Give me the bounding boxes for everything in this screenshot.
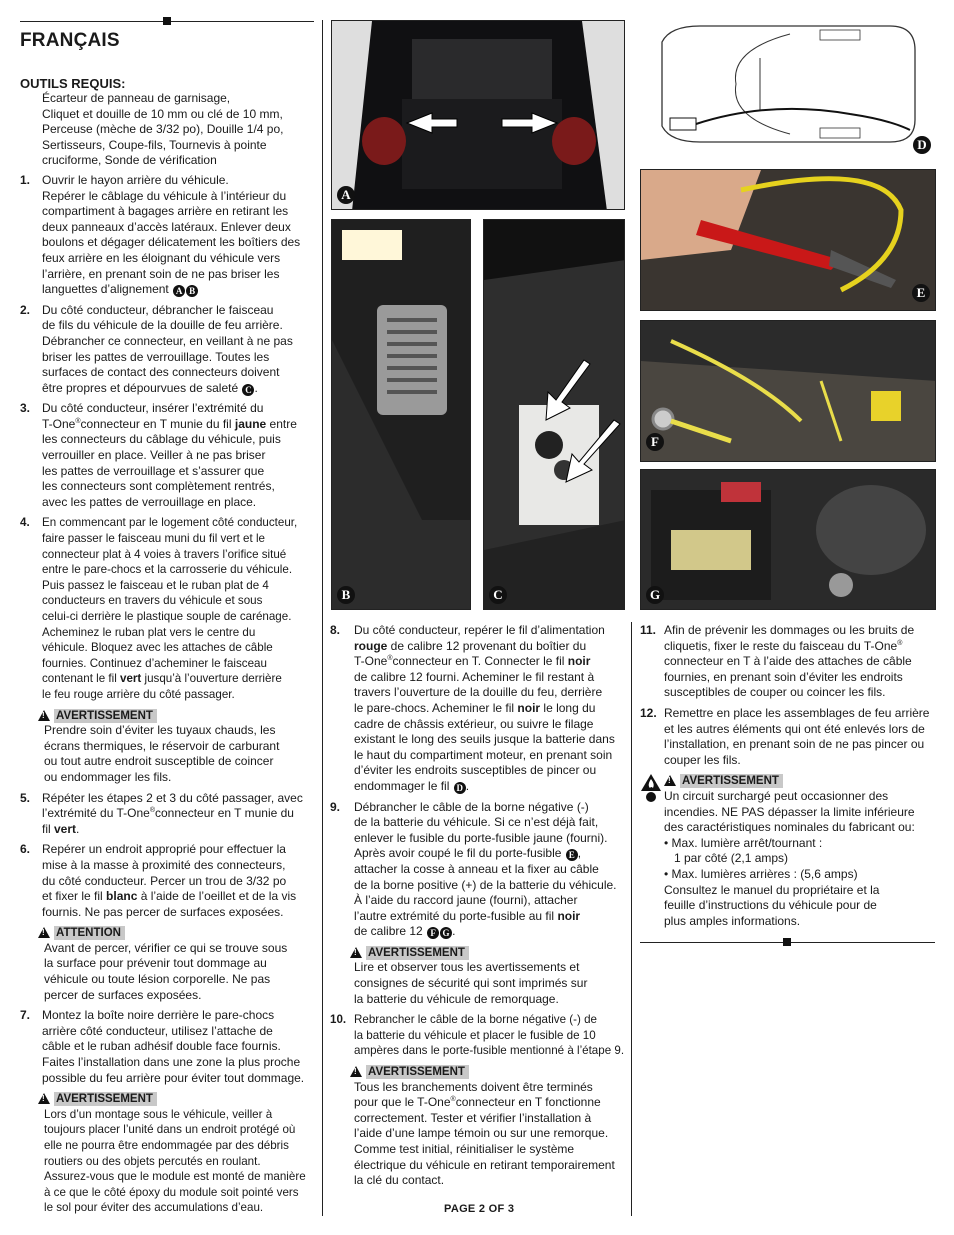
step-12: 12. Remettre en place les assemblages de feu arrière et les autres éléments qui ont été enlevés lors de l’installation, en prenant soin de ne pas pincer ou couper les fils. bbox=[640, 705, 930, 767]
step-9: 9. Débrancher le câble de la borne négative (-) de la batterie du véhicule. Si ce n’est déjà fait, enlever le fusible du porte-fusible jaune (fourni). Après avoir coupé le fil du porte-fusible E , attacher la cosse à anneau et la fixer au câble de la borne positive (+) de la batterie du véhicule. À l’aide du raccord jaune (fourni), attacher l’autre extrémité du porte-fusible au fil noir de calibre 12 F G . bbox=[330, 799, 617, 939]
caution-step-6: !ATTENTION Avant de percer, vérifier ce qui se trouve sous la surface pour prévenir tout dommage au véhicule ou toute lésion corporelle. Ne pas percer de surfaces exposées. bbox=[38, 925, 318, 1003]
warning-label: AVERTISSEMENT bbox=[54, 709, 157, 723]
top-rule-left bbox=[20, 21, 314, 22]
step-1: 1. Ouvrir le hayon arrière du véhicule. Repérer le câblage du véhicule à l’intérieur du compartiment à bagages arrière en retirant les deux panneaux d’accès latéraux. Enlever deux boulons et dégager délicatement les boîtiers des feux arrière en les éloignant du véhicule vers l’arrière, en prenant soin de ne pas briser les languettes d’alignement A B bbox=[20, 172, 301, 297]
tools-list bbox=[42, 91, 318, 169]
step-4: 4. En commencant par le logement côté conducteur, faire passer le faisceau muni du fil vert et le connecteur plat à 4 voies à travers l’orifice situé entre le pare-chocs et la carrosserie du véhicule. Puis passez le faisceau et le ruban plat de 4 conducteurs en travers du véhicule et sous celui-ci derrière le plastique souple de carénage. Acheminez le ruban plat vers le centre du véhicule. Bloquez avec les attaches de câble fournies. Continuez d’acheminer le faisceau contenant le fil vert jusqu’à l’ouverture derrière le feu rouge arrière du côté passager. bbox=[20, 516, 298, 701]
step-6: 6. Repérer un endroit approprié pour effectuer la mise à la masse à proximité des connecteurs, du côté conducteur. Percer un trou de 3/32 po et fixer le fil blanc à l’aide de l’oeillet et de la vis fournis. Ne pas percer de surfaces exposées. bbox=[20, 842, 297, 919]
tool-line: Écarteur de panneau de garnisage, bbox=[42, 91, 231, 105]
step-10: 10. Rebrancher le câble de la borne négative (-) de la batterie du véhicule et placer le fusible de 10 ampères dans le porte-fusible mentionné à l’étape 9. bbox=[330, 1013, 625, 1058]
figure-ref-f: F bbox=[427, 927, 439, 939]
warning-label: AVERTISSEMENT bbox=[366, 1065, 469, 1079]
page-number: PAGE 2 OF 3 bbox=[444, 1203, 515, 1215]
wire-cutting-illustration bbox=[641, 170, 936, 311]
column-divider-2 bbox=[631, 622, 632, 1216]
middle-column bbox=[330, 623, 626, 1189]
photo-c-tail-light-socket bbox=[483, 219, 625, 610]
fire-hazard-icon bbox=[640, 773, 662, 803]
figure-label-e: E bbox=[912, 284, 930, 302]
ring-terminal-illustration bbox=[641, 321, 936, 462]
warning-label: AVERTISSEMENT bbox=[366, 946, 469, 960]
step-11: 11. Afin de prévenir les dommages ou les bruits de cliquetis, fixer le reste du faisceau du T-One® connecteur en T à l’aide des attaches de câble fournies, en prenant soin d’éviter les endroits susceptibles de couper ou coincer les fils. bbox=[640, 623, 915, 700]
warning-icon bbox=[664, 775, 676, 786]
figure-ref-g: G bbox=[440, 927, 452, 939]
figure-d-vehicle-route bbox=[640, 20, 936, 160]
left-column bbox=[20, 30, 318, 1216]
photo-g-battery bbox=[640, 469, 936, 610]
warning-icon bbox=[38, 710, 50, 721]
language-heading: FRANÇAIS bbox=[20, 30, 120, 51]
photo-e-wire-cutting bbox=[640, 169, 936, 311]
photo-a-rear-hatch bbox=[331, 20, 625, 210]
column-divider-1 bbox=[322, 20, 323, 1216]
warning-step-4: !AVERTISSEMENT Prendre soin d’éviter les tuyaux chauds, les écrans thermiques, le réservoir de carburant ou tout autre endroit susceptible de coincer ou endommager les fils. bbox=[38, 708, 318, 786]
photo-b-side-panel bbox=[331, 219, 471, 610]
figure-label-f: F bbox=[646, 433, 664, 451]
tail-light-socket-illustration bbox=[484, 220, 625, 610]
warning-step-7: !AVERTISSEMENT Lors d’un montage sous le véhicule, veiller à toujours placer l’unité dans un endroit protégé où elle ne pourra être endommagée par des débris routiers ou des objets percutés en roulant. Assurez-vous que le module est monté de manière à ce que le côté époxy du module soit pointé vers le sol pour éviter des accumulations d’eau. bbox=[38, 1091, 318, 1216]
step-5: 5. Répéter les étapes 2 et 3 du côté passager, avec l’extrémité du T-One®connecteur en T munie du fil vert. bbox=[20, 790, 303, 836]
figure-label-a: A bbox=[337, 186, 355, 204]
tools-heading: OUTILS REQUIS: bbox=[20, 76, 126, 91]
vehicle-outline-diagram bbox=[640, 20, 936, 160]
figure-ref-a: A bbox=[173, 285, 185, 297]
figure-label-g: G bbox=[646, 586, 664, 604]
warning-label: AVERTISSEMENT bbox=[680, 774, 783, 788]
figure-ref-e: E bbox=[566, 849, 578, 861]
step-2: 2. Du côté conducteur, débrancher le faisceau de fils du véhicule de la douille de feu arrière. Débrancher ce connecteur, en veillant à ne pas briser les pattes de verrouillage. Toutes les surfaces de contact des connecteurs doivent être propres et dépourvues de saleté C . bbox=[20, 302, 293, 395]
figure-label-d: D bbox=[913, 136, 931, 154]
tool-line: Cliquet et douille de 10 mm ou clé de 10 mm, bbox=[42, 106, 283, 121]
warning-icon bbox=[350, 1066, 362, 1077]
tool-line: cruciforme, Sonde de vérification bbox=[42, 153, 217, 168]
warning-step-10: !AVERTISSEMENT Tous les branchements doivent être terminés pour que le T-One®connecteur en T fonctionne correctement. Tester et vérifier l’installation à l’aide d’une lampe témoin ou sur une remorque. Comme test initial, réinitialiser le système électrique du véhicule en retirant temporairement la clé du contact. bbox=[350, 1064, 626, 1189]
warning-step-9: !AVERTISSEMENT Lire et observer tous les avertissements et consignes de sécurité qui sont imprimés sur la batterie du véhicule de remorquage. bbox=[350, 945, 626, 1007]
step-8: 8. Du côté conducteur, repérer le fil d’alimentation rouge de calibre 12 provenant du boîtier du T-One®connecteur en T. Connecter le fil noir de calibre 12 fourni. Acheminer le fil restant à travers l’ouverture de la douille du feu, derrière le pare-chocs. Acheminer le fil noir le long du cadre de châssis extérieur, ou suivre le filage existant le long des seuils jusque la batterie dans le haut du compartiment moteur, en prenant soin d’éviter les endroits susceptibles de pincer ou endommager le fil D . bbox=[330, 623, 615, 793]
step-3: 3. Du côté conducteur, insérer l’extrémité du T-One®connecteur en T munie du fil jaune entre les connecteurs du câblage du véhicule, puis verrouiller en place. Veiller à ne pas briser les pattes de verrouillage et s’assurer que les connecteurs sont complètement rentrés, avec les pattes de verrouillage en place. bbox=[20, 401, 297, 509]
side-panel-illustration bbox=[332, 220, 471, 610]
caution-label: ATTENTION bbox=[54, 926, 125, 940]
figure-label-b: B bbox=[337, 586, 355, 604]
right-column bbox=[640, 623, 936, 929]
bottom-rule-right bbox=[640, 942, 935, 943]
warning-step-12: !AVERTISSEMENT Un circuit surchargé peut occasionner des incendies. NE PAS dépasser la limite inférieure des caractéristiques nominales du fabricant ou: • Max. lumière arrêt/tournant : 1 par côté (2,1 amps) • Max. lumières arrières : (5,6 amps) Consultez le manuel du propriétaire et la feuille d’instructions du véhicule pour de plus amples informations. bbox=[640, 773, 936, 929]
figure-ref-d: D bbox=[454, 782, 466, 794]
step-7: 7. Montez la boîte noire derrière le pare-chocs arrière côté conducteur, utilisez l’attache de câble et le ruban adhésif double face fournis. Faites l’installation dans une zone la plus proche possible du feu arrière pour éviter tout dommage. bbox=[20, 1008, 305, 1085]
caution-icon bbox=[38, 927, 50, 938]
tool-line: Sertisseurs, Coupe-fils, Tournevis à pointe bbox=[42, 137, 267, 152]
figure-ref-c: C bbox=[242, 384, 254, 396]
warning-icon bbox=[350, 947, 362, 958]
tool-line: Perceuse (mèche de 3/32 po), Douille 1/4 po, bbox=[42, 122, 284, 137]
warning-icon bbox=[38, 1093, 50, 1104]
warning-label: AVERTISSEMENT bbox=[54, 1092, 157, 1106]
figure-ref-b: B bbox=[186, 285, 198, 297]
photo-f-ring-terminal bbox=[640, 320, 936, 462]
figure-label-c: C bbox=[489, 586, 507, 604]
rear-hatch-illustration bbox=[332, 21, 625, 210]
battery-illustration bbox=[641, 470, 936, 610]
